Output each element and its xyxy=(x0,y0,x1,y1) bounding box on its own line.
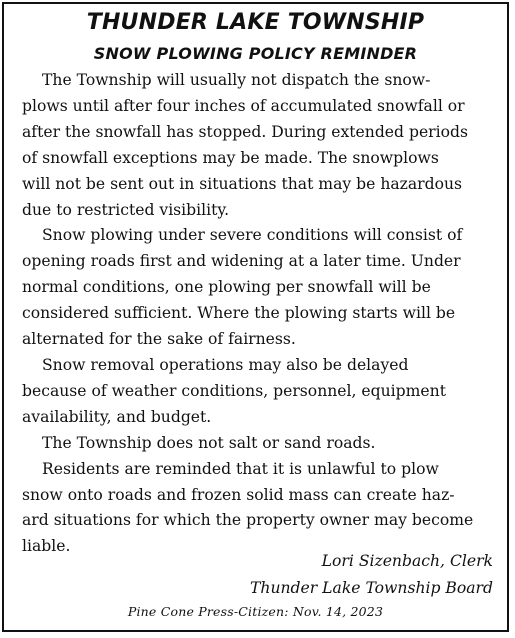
public-notice xyxy=(2,2,509,632)
text-line: Snow removal operations may also be delayed xyxy=(42,355,409,374)
signature-organization: Thunder Lake Township Board xyxy=(250,579,493,597)
text-line: liable. xyxy=(22,537,71,556)
paragraph-delays xyxy=(22,353,499,431)
notice-title: THUNDER LAKE TOWNSHIP xyxy=(86,10,425,35)
paragraph-dispatch xyxy=(22,68,499,223)
text-line: due to restricted visibility. xyxy=(22,200,230,219)
text-line: Snow plowing under severe conditions will consist of xyxy=(42,226,463,245)
text-line: will not be sent out in situations that may be hazardous xyxy=(22,174,463,193)
text-line: The Township will usually not dispatch the snow- xyxy=(42,71,431,89)
signature-name: Lori Sizenbach, Clerk xyxy=(321,552,493,570)
publication-credit: Pine Cone Press-Citizen: Nov. 14, 2023 xyxy=(127,604,384,619)
notice-body xyxy=(22,68,499,560)
paragraph-severe-conditions xyxy=(22,223,499,353)
text-line: ard situations for which the property owner may become xyxy=(22,511,474,530)
text-line: plows until after four inches of accumulated snowfall or xyxy=(22,96,465,115)
text-line: snow onto roads and frozen solid mass can create haz- xyxy=(22,485,455,504)
text-line: Residents are reminded that it is unlawful to plow xyxy=(42,459,439,478)
text-line: availability, and budget. xyxy=(22,407,212,426)
text-line: normal conditions, one plowing per snowfall will be xyxy=(22,278,431,297)
notice-subtitle: SNOW PLOWING POLICY REMINDER xyxy=(93,44,418,63)
text-line: after the snowfall has stopped. During extended periods xyxy=(22,122,468,141)
text-line: of snowfall exceptions may be made. The snowplows xyxy=(22,148,439,167)
paragraph-salt-sand xyxy=(22,431,499,457)
text-line: The Township does not salt or sand roads. xyxy=(42,433,376,452)
text-line: considered sufficient. Where the plowing starts will be xyxy=(22,304,456,323)
paragraph-residents xyxy=(22,457,499,561)
text-line: alternated for the sake of fairness. xyxy=(22,330,296,349)
text-line: because of weather conditions, personnel, equipment xyxy=(22,381,446,400)
text-line: opening roads first and widening at a later time. Under xyxy=(22,252,461,271)
